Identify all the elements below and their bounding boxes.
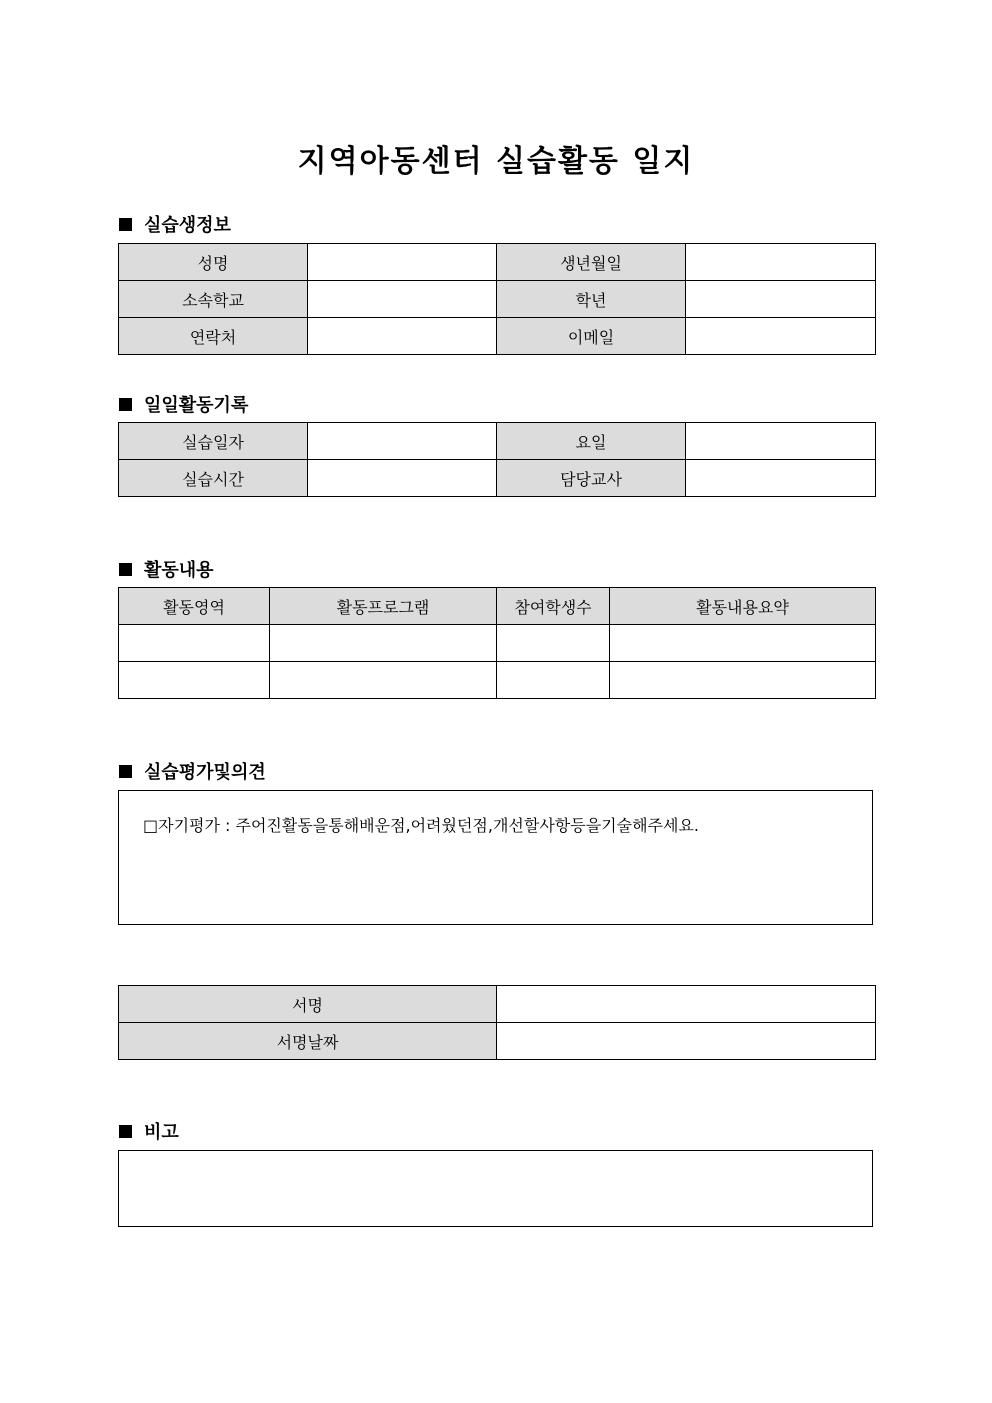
name-field[interactable] (308, 244, 497, 281)
section-label: 일일활동기록 (144, 395, 249, 416)
square-bullet-icon (119, 218, 132, 231)
evaluation-box[interactable] (118, 790, 873, 925)
activity-table (118, 587, 876, 699)
program-cell[interactable] (270, 662, 497, 699)
square-bullet-icon (119, 765, 132, 778)
grade-field[interactable] (686, 281, 876, 318)
section-evaluation (119, 758, 266, 784)
header-area: 활동영역 (119, 588, 270, 625)
section-label: 실습생정보 (144, 215, 231, 236)
square-bullet-icon (119, 1125, 132, 1138)
daily-record-table (118, 422, 876, 497)
contact-field[interactable] (308, 318, 497, 355)
signature-date-label: 서명날짜 (119, 1023, 497, 1060)
email-label: 이메일 (497, 318, 686, 355)
signature-date-field[interactable] (497, 1023, 876, 1060)
section-label: 비고 (144, 1122, 179, 1143)
section-label: 활동내용 (144, 560, 214, 581)
self-evaluation-prompt: □자기평가 : 주어진활동을통해배운점,어려웠던점,개선할사항등을기술해주세요. (143, 816, 699, 835)
square-bullet-icon (119, 398, 132, 411)
header-program: 활동프로그램 (270, 588, 497, 625)
student-info-table (118, 243, 876, 355)
header-summary: 활동내용요약 (610, 588, 876, 625)
square-bullet-icon (119, 563, 132, 576)
section-remarks (119, 1118, 179, 1144)
birthdate-field[interactable] (686, 244, 876, 281)
page-title: 지역아동센터 실습활동 일지 (297, 144, 695, 179)
school-field[interactable] (308, 281, 497, 318)
weekday-label: 요일 (497, 423, 686, 460)
summary-cell[interactable] (610, 625, 876, 662)
signature-field[interactable] (497, 986, 876, 1023)
grade-label: 학년 (497, 281, 686, 318)
section-label: 실습평가및의견 (144, 762, 266, 783)
weekday-field[interactable] (686, 423, 876, 460)
time-field[interactable] (308, 460, 497, 497)
section-activity (119, 556, 214, 582)
name-label: 성명 (119, 244, 308, 281)
section-student-info (119, 211, 231, 237)
birthdate-label: 생년월일 (497, 244, 686, 281)
teacher-label: 담당교사 (497, 460, 686, 497)
remarks-box[interactable] (118, 1150, 873, 1227)
header-participants: 참여학생수 (497, 588, 610, 625)
summary-cell[interactable] (610, 662, 876, 699)
area-cell[interactable] (119, 662, 270, 699)
program-cell[interactable] (270, 625, 497, 662)
date-label: 실습일자 (119, 423, 308, 460)
time-label: 실습시간 (119, 460, 308, 497)
date-field[interactable] (308, 423, 497, 460)
table-row (119, 662, 876, 699)
participants-cell[interactable] (497, 625, 610, 662)
school-label: 소속학교 (119, 281, 308, 318)
area-cell[interactable] (119, 625, 270, 662)
participants-cell[interactable] (497, 662, 610, 699)
section-daily-record (119, 391, 248, 417)
table-row (119, 625, 876, 662)
signature-table (118, 985, 876, 1060)
teacher-field[interactable] (686, 460, 876, 497)
signature-label: 서명 (119, 986, 497, 1023)
contact-label: 연락처 (119, 318, 308, 355)
email-field[interactable] (686, 318, 876, 355)
